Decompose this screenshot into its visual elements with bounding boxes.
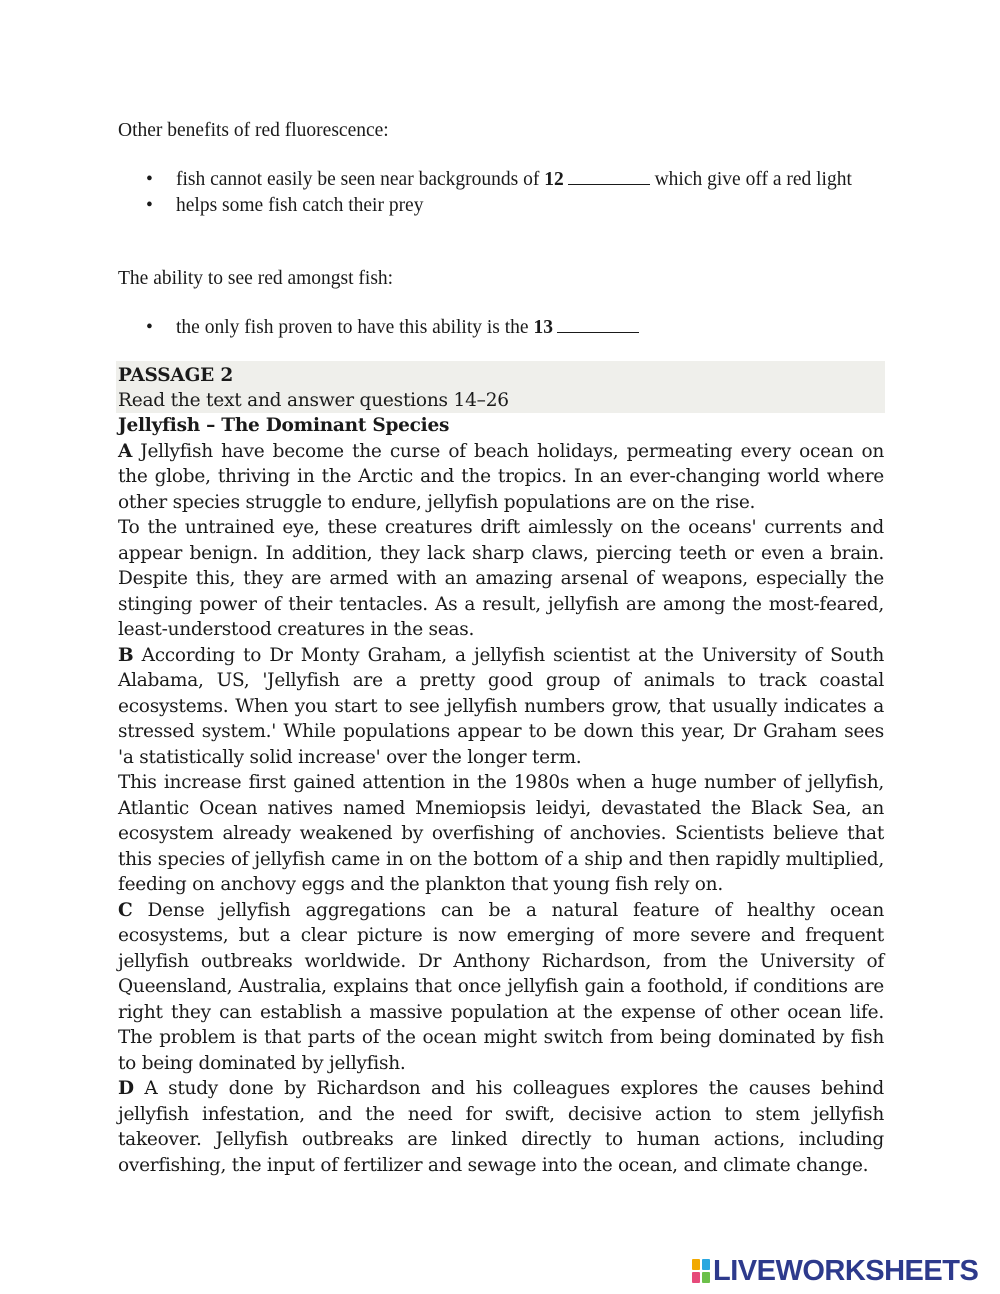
answer-blank-12[interactable] bbox=[568, 168, 650, 185]
benefits-list bbox=[140, 167, 885, 218]
logo-text: LIVEWORKSHEETS bbox=[713, 1254, 979, 1287]
passage-title: Jellyfish – The Dominant Species bbox=[118, 415, 450, 436]
liveworksheets-logo-icon bbox=[692, 1259, 710, 1283]
question-number-12: 12 bbox=[544, 169, 564, 190]
passage-instruction: Read the text and answer questions 14–26 bbox=[118, 390, 509, 411]
list-item: • fish cannot easily be seen near backgrounds of 12 which give off a red light bbox=[140, 167, 885, 193]
ability-heading: The ability to see red amongst fish: bbox=[118, 268, 394, 289]
paragraph-b: B According to Dr Monty Graham, a jellyfish scientist at the University of South Alabama, US, 'Jellyfish are a pretty good group of animals to track coastal ecosystems. When you start to see jellyfish numbers grow, that usually indicates a stressed system.' While populations appear to be down this year, Dr Graham sees 'a statistically solid increase' over the longer term. bbox=[118, 644, 884, 768]
liveworksheets-logo[interactable] bbox=[692, 1254, 979, 1287]
passage-label: PASSAGE 2 bbox=[118, 365, 233, 386]
paragraph-d: D A study done by Richardson and his colleagues explores the causes behind jellyfish infestation, and the need for swift, decisive action to stem jellyfish takeover. Jellyfish outbreaks are linked directly to human actions, including overfishing, the input of fertilizer and sewage into the ocean, and climate change. bbox=[118, 1078, 884, 1176]
passage-body bbox=[118, 413, 884, 1178]
list-item: • helps some fish catch their prey bbox=[140, 193, 885, 219]
question-number-13: 13 bbox=[533, 317, 553, 338]
paragraph-a: A Jellyfish have become the curse of beach holidays, permeating every ocean on the globe, thriving in the Arctic and the tropics. In an ever-changing world where other species struggle to endure, jellyfish populations are on the rise. bbox=[118, 440, 884, 513]
paragraph-b-cont: This increase first gained attention in the 1980s when a huge number of jellyfish, Atlantic Ocean natives named Mnemiopsis leidyi, devastated the Black Sea, an ecosystem already weakened by overfishing of anchovies. Scientists believe that this species of jellyfish came in on the bottom of a ship and then rapidly multiplied, feeding on anchovy eggs and the plankton that young fish rely on. bbox=[118, 772, 884, 895]
list-item: • the only fish proven to have this ability is the 13 bbox=[140, 315, 885, 341]
paragraph-a-cont: To the untrained eye, these creatures drift aimlessly on the oceans' currents and appear benign. In addition, they lack sharp claws, piercing teeth or even a brain. Despite this, they are armed with an amazing arsenal of weapons, especially the stinging power of their tentacles. As a result, jellyfish are among the most-feared, least-understood creatures in the seas. bbox=[118, 517, 884, 640]
answer-blank-13[interactable] bbox=[557, 316, 639, 333]
paragraph-c: C Dense jellyfish aggregations can be a natural feature of healthy ocean ecosystems, but a clear picture is now emerging of more severe and frequent jellyfish outbreaks worldwide. Dr Anthony Richardson, from the University of Queensland, Australia, explains that once jellyfish gain a foothold, if conditions are right they can establish a massive population at the expense of other ocean life. The problem is that parts of the ocean might switch from being dominated by fish to being dominated by jellyfish. bbox=[118, 899, 884, 1074]
benefits-heading: Other benefits of red fluorescence: bbox=[118, 120, 389, 141]
ability-list bbox=[140, 315, 885, 341]
